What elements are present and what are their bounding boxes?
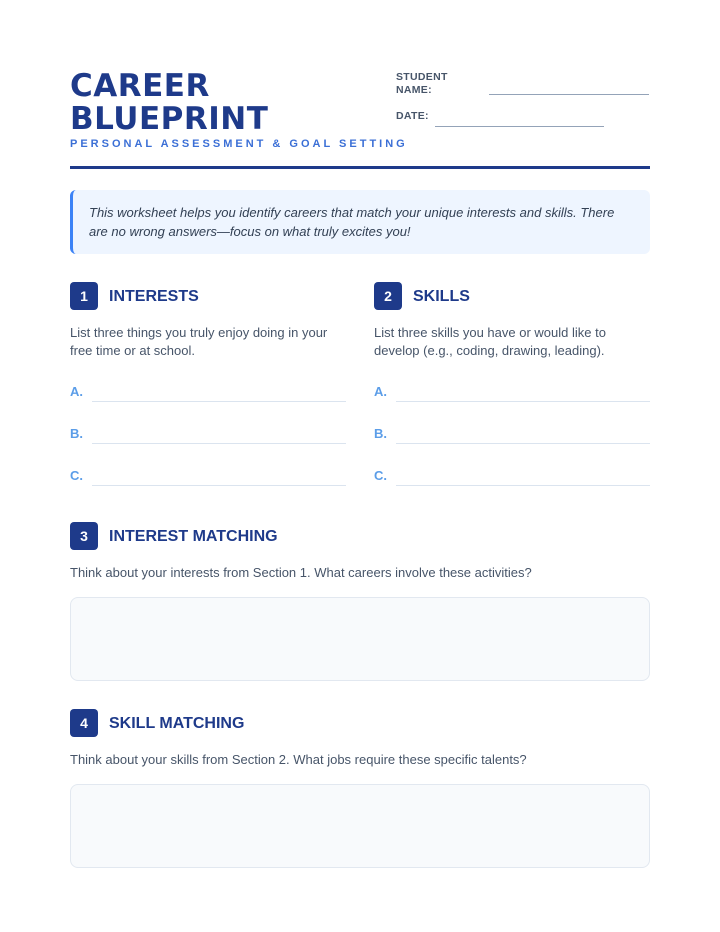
title-line-2: BLUEPRINT xyxy=(70,101,269,137)
skill-item-a-label: A. xyxy=(374,384,387,399)
section-2-title: SKILLS xyxy=(413,288,470,305)
section-1-description: List three things you truly enjoy doing in your free time or at school. xyxy=(70,325,328,358)
student-label-line-2: NAME: xyxy=(396,84,432,96)
student-name-label xyxy=(396,71,448,97)
section-4-description: Think about your skills from Section 2. What jobs require these specific talents? xyxy=(70,752,527,767)
section-2-number: 2 xyxy=(374,282,402,310)
section-1-title: INTERESTS xyxy=(109,288,199,305)
skill-item-c-label: C. xyxy=(374,468,387,483)
section-3-number: 3 xyxy=(70,522,98,550)
skill-item-a-line[interactable] xyxy=(396,401,650,402)
interest-matching-answer-box[interactable] xyxy=(70,597,650,681)
interest-item-b-line[interactable] xyxy=(92,443,346,444)
section-4-title: SKILL MATCHING xyxy=(109,715,245,732)
skill-item-c-line[interactable] xyxy=(396,485,650,486)
section-4-number: 4 xyxy=(70,709,98,737)
section-2-description: List three skills you have or would like to develop (e.g., coding, drawing, leading). xyxy=(374,325,606,358)
section-3-title: INTEREST MATCHING xyxy=(109,528,278,545)
interest-item-c-line[interactable] xyxy=(92,485,346,486)
intro-callout: This worksheet helps you identify careers that match your unique interests and skills. There are no wrong answers—focus on what truly excites you! xyxy=(70,190,650,254)
title-line-1: CAREER xyxy=(70,68,210,104)
interest-item-b-label: B. xyxy=(70,426,83,441)
date-line[interactable] xyxy=(435,126,604,127)
date-label: DATE: xyxy=(396,110,429,122)
student-label-line-1: STUDENT xyxy=(396,71,448,83)
skill-matching-answer-box[interactable] xyxy=(70,784,650,868)
skill-item-b-line[interactable] xyxy=(396,443,650,444)
header-divider xyxy=(70,166,650,169)
section-3-description: Think about your interests from Section 1. What careers involve these activities? xyxy=(70,565,532,580)
interest-item-c-label: C. xyxy=(70,468,83,483)
worksheet-subtitle: PERSONAL ASSESSMENT & GOAL SETTING xyxy=(70,138,408,150)
section-1-number: 1 xyxy=(70,282,98,310)
interest-item-a-label: A. xyxy=(70,384,83,399)
interest-item-a-line[interactable] xyxy=(92,401,346,402)
student-name-line[interactable] xyxy=(489,94,649,95)
skill-item-b-label: B. xyxy=(374,426,387,441)
worksheet-title xyxy=(70,70,370,136)
